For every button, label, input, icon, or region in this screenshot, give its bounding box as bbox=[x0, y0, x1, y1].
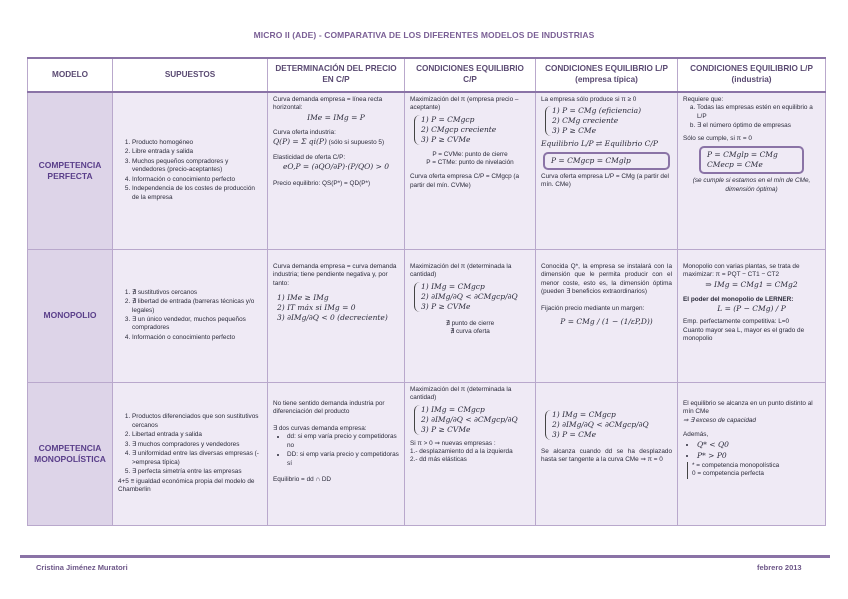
text: Requiere que: bbox=[683, 96, 724, 103]
text: Curva demanda empresa = línea recta horizontal: bbox=[273, 96, 383, 112]
comparison-table bbox=[27, 57, 826, 526]
cp-cell bbox=[405, 383, 536, 526]
condition: 2) ∂IMg/∂Q < ∂CMgcp/∂Q bbox=[552, 419, 649, 429]
list-item: a. Todas las empresas estén en equilibrio a L/P bbox=[697, 104, 820, 121]
precio-cell bbox=[268, 383, 405, 526]
conditions-brace bbox=[545, 410, 672, 440]
cp-cell bbox=[405, 92, 536, 250]
text: * = competencia monopolística bbox=[692, 461, 780, 469]
text: Elasticidad de oferta C/P: bbox=[273, 153, 346, 161]
condition: 3) P ≥ CVMe bbox=[421, 134, 471, 144]
list-item: • DD: si emp varía precio y competidoras sí bbox=[287, 451, 399, 468]
legend bbox=[687, 462, 820, 479]
list-item: 2. Libertad entrada y salida bbox=[132, 431, 262, 439]
text: (sólo si supuesto 5) bbox=[328, 139, 385, 147]
text: Maximización del π (empresa precio – aceptante) bbox=[410, 96, 519, 112]
supuestos-cell bbox=[113, 383, 268, 526]
equation: Q(P) = Σ qi(P) bbox=[273, 137, 327, 147]
cp-cell bbox=[405, 250, 536, 383]
text: P = CVMe: punto de cierre bbox=[432, 150, 508, 158]
text: Curva demanda empresa = curva demanda industria; tiene pendiente negativa y, por tanto: bbox=[273, 263, 397, 287]
header-supuestos: SUPUESTOS bbox=[113, 58, 268, 92]
text: 4+5 ≡ igualdad económica propia del modelo de Chamberlin bbox=[118, 477, 255, 494]
table-row bbox=[28, 383, 826, 526]
text: Equilibrio = dd ∩ DD bbox=[273, 476, 332, 484]
author: Cristina Jiménez Muratori bbox=[36, 563, 128, 572]
list-item: 5. Independencia de los costes de producción de la empresa bbox=[132, 185, 262, 202]
condition: 2) CMgcp creciente bbox=[421, 124, 497, 134]
table-header-row bbox=[28, 58, 826, 92]
list-item: • P* > P0 bbox=[697, 451, 820, 461]
list-item: 3. ∃ un único vendedor, muchos pequeños compradores bbox=[132, 316, 262, 333]
header-lp-industria: CONDICIONES EQUILIBRIO L/P (industria) bbox=[678, 58, 826, 92]
header-precio: DETERMINACIÓN DEL PRECIO EN C/P bbox=[268, 58, 405, 92]
equation: eO,P = (∂QO/∂P)·(P/QO) > 0 bbox=[282, 162, 390, 172]
text: ∄ curva oferta bbox=[450, 328, 490, 336]
list-item: 5. ∃ perfecta simetría entre las empresas bbox=[132, 468, 262, 476]
condition: 3) P ≥ CVMe bbox=[421, 424, 471, 434]
condition: 1) P = CMgcp bbox=[421, 114, 475, 124]
text: Cuanto mayor sea L, mayor es el grado de monopolio bbox=[683, 326, 805, 343]
list-item: 4. Información o conocimiento perfecto bbox=[132, 334, 262, 342]
lp-industria-cell bbox=[678, 92, 826, 250]
text: Conocida Q*, la empresa se instalará con la dimensión que le permita producir con el menor coste, esto es, la dimensión óptima (pueden ∃ beneficios extraordinarios) bbox=[541, 263, 672, 296]
condition: 1) IMg = CMgcp bbox=[421, 404, 485, 414]
text: Emp. perfectamente competitiva: L=0 bbox=[683, 318, 790, 326]
header-modelo: MODELO bbox=[28, 58, 113, 92]
model-name: COMPETENCIA MONOPOLÍSTICA bbox=[28, 383, 113, 526]
text: P = CTMe: punto de nivelación bbox=[426, 159, 514, 167]
text: ∄ punto de cierre bbox=[445, 319, 495, 327]
condition: 3) P ≥ CMe bbox=[552, 126, 597, 136]
lp-industria-cell bbox=[678, 383, 826, 526]
equation: L = (P − CMg) / P bbox=[717, 304, 786, 314]
header-lp-empresa: CONDICIONES EQUILIBRIO L/P (empresa típica) bbox=[536, 58, 678, 92]
lp-industria-cell bbox=[678, 250, 826, 383]
text: El equilibrio se alcanza en un punto distinto al mín CMe bbox=[683, 400, 813, 416]
text: Maximización del π (determinada la cantidad) bbox=[410, 386, 512, 402]
conditions-brace bbox=[545, 106, 672, 136]
text: Curva oferta empresa L/P = CMg (a partir del mín. CMe) bbox=[541, 172, 669, 189]
text: Si π > 0 ⇒ nuevas empresas : bbox=[410, 439, 496, 447]
equilibrium-box bbox=[699, 146, 804, 174]
conditions-brace bbox=[414, 115, 530, 145]
model-name: MONOPOLIO bbox=[28, 250, 113, 383]
list-item: • Q* < Q0 bbox=[697, 440, 820, 450]
list-item: b. ∃ el número óptimo de empresas bbox=[697, 122, 820, 130]
text: Sólo se cumple, si π = 0 bbox=[683, 134, 752, 142]
lp-empresa-cell bbox=[536, 250, 678, 383]
condition: 1) IMg = CMgcp bbox=[421, 281, 485, 291]
equation: P = CMglp = CMg bbox=[707, 150, 778, 160]
page-title: MICRO II (ADE) - COMPARATIVA DE LOS DIFERENTES MODELOS DE INDUSTRIAS bbox=[253, 30, 595, 40]
list-item: 4. ∃ uniformidad entre las diversas empresas (->empresa típica) bbox=[132, 450, 262, 467]
text: Maximización del π (determinada la cantidad) bbox=[410, 263, 512, 279]
list-item: 1. Producto homogéneo bbox=[132, 139, 262, 147]
condition: 2) CMg creciente bbox=[552, 116, 619, 126]
condition: 2) IT máx si IMg = 0 bbox=[277, 303, 356, 313]
date: febrero 2013 bbox=[757, 563, 802, 572]
supuestos-cell bbox=[113, 92, 268, 250]
text: 1.- desplazamiento dd a la izquierda bbox=[410, 448, 513, 456]
list-item: 2. Libre entrada y salida bbox=[132, 148, 262, 156]
equation: IMe = IMg = P bbox=[307, 112, 365, 122]
text: 0 = competencia perfecta bbox=[692, 470, 764, 478]
condition: 1) P = CMg (eficiencia) bbox=[552, 106, 642, 116]
table-row bbox=[28, 92, 826, 250]
text: Fijación precio mediante un margen: bbox=[541, 304, 645, 312]
text: Precio equilibrio: QS(P*) = QD(P*) bbox=[273, 180, 371, 188]
list-item: 3. ∃ muchos compradores y vendedores bbox=[132, 441, 262, 449]
text: Curva oferta empresa C/P = CMgcp (a partir del mín. CVMe) bbox=[410, 173, 520, 189]
header-cp: CONDICIONES EQUILIBRIO C/P bbox=[405, 58, 536, 92]
text: Monopolio con varias plantas, se trata de maximizar: π = PQT − CT1 − CT2 bbox=[683, 263, 800, 279]
condition: 2) ∂IMg/∂Q < ∂CMgcp/∂Q bbox=[421, 291, 518, 301]
conditions bbox=[273, 293, 399, 323]
text: 2.- dd más elásticas bbox=[410, 456, 467, 464]
text: Curva oferta industria: bbox=[273, 128, 336, 136]
text: ∃ dos curvas demanda empresa: bbox=[273, 424, 367, 432]
lp-empresa-cell bbox=[536, 92, 678, 250]
equation: P = CMg / (1 − (1/εP,D)) bbox=[560, 317, 653, 327]
text: ⇒ ∃ exceso de capacidad bbox=[683, 416, 756, 424]
model-name: COMPETENCIA PERFECTA bbox=[28, 92, 113, 250]
equilibrium-box: P = CMgcp = CMglp bbox=[543, 152, 670, 170]
supuestos-cell bbox=[113, 250, 268, 383]
list-item: 2. ∄ libertad de entrada (barreras técnicas y/o legales) bbox=[132, 298, 262, 315]
precio-cell bbox=[268, 250, 405, 383]
condition: 2) ∂IMg/∂Q < ∂CMgcp/∂Q bbox=[421, 414, 518, 424]
condition: 3) P = CMe bbox=[552, 429, 597, 439]
condition: 3) ∂IMg/∂Q < 0 (decreciente) bbox=[277, 313, 388, 323]
list-item: 1. Productos diferenciados que son sustitutivos cercanos bbox=[132, 413, 262, 430]
list-item: 4. Información o conocimiento perfecto bbox=[132, 176, 262, 184]
condition: 1) IMe ≥ IMg bbox=[277, 293, 329, 303]
text: (se cumple si estamos en el mín de CMe, dimensión óptima) bbox=[692, 177, 811, 193]
text: No tiene sentido demanda industria por diferenciación del producto bbox=[273, 400, 385, 416]
conditions-brace bbox=[414, 282, 530, 312]
footer-divider bbox=[20, 555, 830, 558]
condition: 3) P ≥ CVMe bbox=[421, 301, 471, 311]
lp-empresa-cell bbox=[536, 383, 678, 526]
text: Se alcanza cuando dd se ha desplazado hasta ser tangente a la curva CMe ⇒ π = 0 bbox=[541, 447, 672, 464]
table-row bbox=[28, 250, 826, 383]
list-item: 1. ∄ sustitutivos cercanos bbox=[132, 289, 262, 297]
list-item: • dd: si emp varía precio y competidoras no bbox=[287, 433, 399, 450]
text: El poder del monopolio de LERNER: bbox=[683, 295, 794, 303]
conditions-brace bbox=[414, 405, 530, 435]
precio-cell bbox=[268, 92, 405, 250]
text: Además, bbox=[683, 431, 709, 439]
equation: ⇒ IMg = CMg1 = CMg2 bbox=[705, 279, 798, 289]
list-item: 3. Muchos pequeños compradores y vendedores (precio-aceptantes) bbox=[132, 158, 262, 175]
equation: Equilibrio L/P ⇄ Equilibrio C/P bbox=[541, 139, 658, 149]
condition: 1) IMg = CMgcp bbox=[552, 410, 616, 419]
text: La empresa sólo produce si π ≥ 0 bbox=[541, 96, 637, 103]
equation: CMecp = CMe bbox=[707, 160, 763, 170]
